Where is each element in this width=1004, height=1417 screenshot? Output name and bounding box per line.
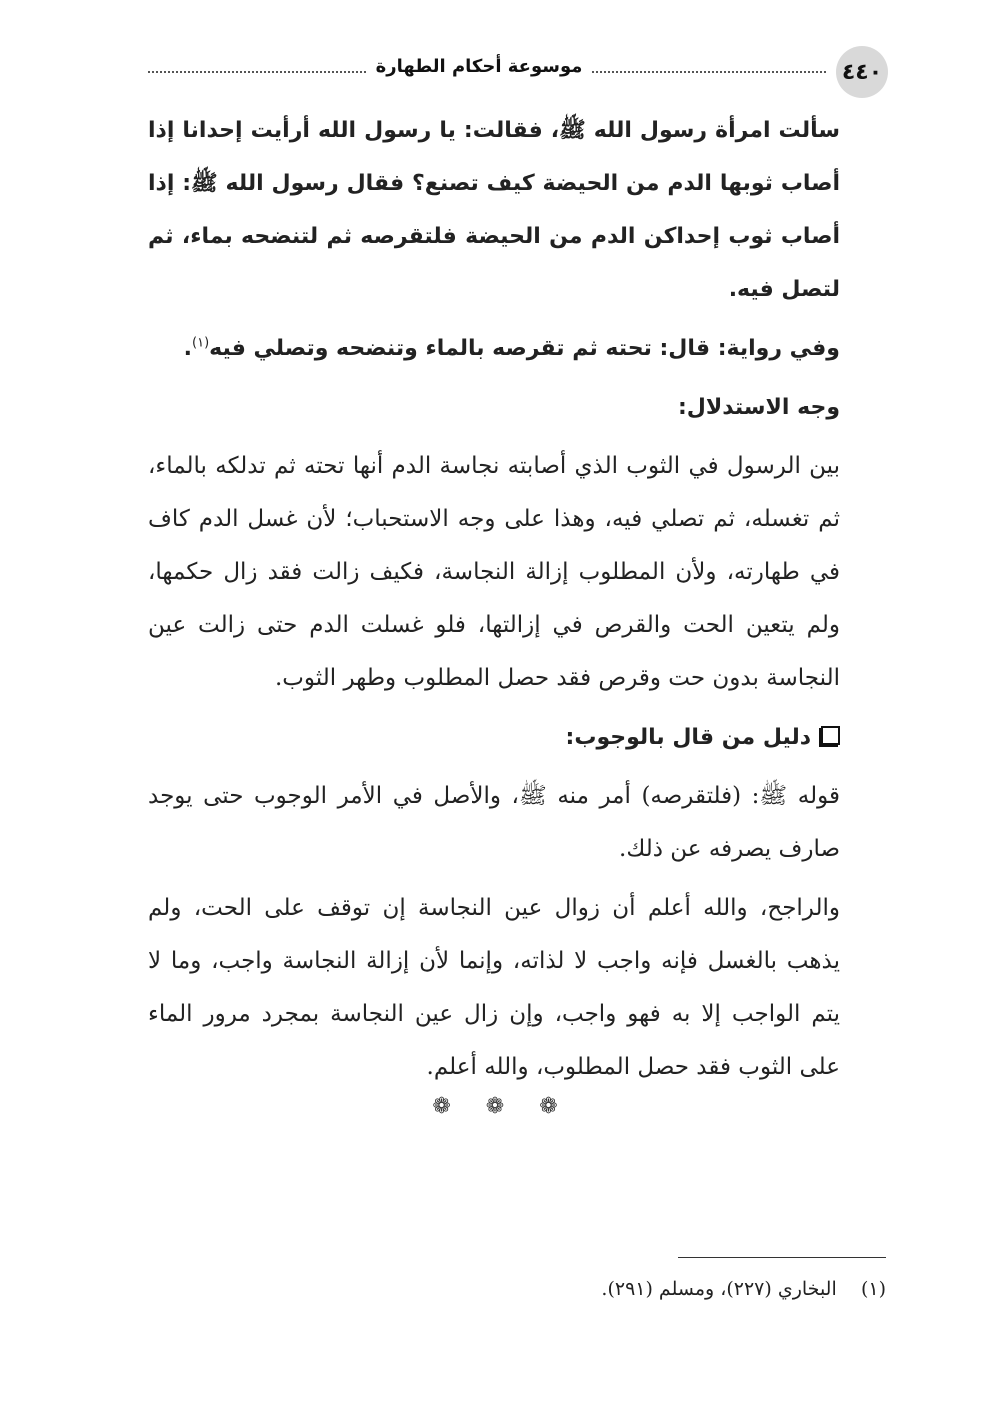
dalil-paragraph: قوله ﷺ: (فلتقرصه) أمر منه ﷺ، والأصل في الأمر الوجوب حتى يوجد صارف يصرفه عن ذلك. xyxy=(148,783,840,862)
running-header xyxy=(148,44,888,100)
dalil-heading xyxy=(148,711,840,764)
page-number: ٤٤٠ xyxy=(836,46,888,98)
footnote-number: (١) xyxy=(860,1278,886,1300)
wajh-paragraph: بين الرسول في الثوب الذي أصابته نجاسة الدم أنها تحته ثم تدلكه بالماء، ثم تغسله، ثم تصلي فيه، وهذا على وجه الاستحباب؛ لأن غسل الدم كاف في طهارته، ولأن المطلوب إزالة النجاسة، فكيف زالت فقد زال حكمها، ولم يتعين الحت والقرص في إزالتها، فلو غسلت الدم حتى زالت عين النجاسة بدون حت وقرص فقد حصل المطلوب وطهر الثوب. xyxy=(148,453,840,691)
page-body xyxy=(148,104,840,1094)
hadith-paragraph: سألت امرأة رسول الله ﷺ، فقالت: يا رسول الله أرأيت إحدانا إذا أصاب ثوبها الدم من الحيضة كيف تصنع؟ فقال رسول الله ﷺ: إذا أصاب ثوب إحداكن الدم من الحيضة فلتقرصه ثم لتنضحه بماء، ثم لتصل فيه. xyxy=(148,118,840,302)
header-dotted-rule-left xyxy=(148,71,366,73)
book-title: موسوعة أحكام الطهارة xyxy=(375,56,583,77)
footnote-separator xyxy=(678,1257,886,1258)
dalil-heading-text: دليل من قال بالوجوب: xyxy=(565,725,811,750)
footnote-ref: (١) xyxy=(192,335,210,351)
riwaya-text: وفي رواية: قال: تحته ثم تقرصه بالماء وتنضحه وتصلي فيه xyxy=(209,336,840,361)
footnote-text: البخاري (٢٢٧)، ومسلم (٢٩١). xyxy=(601,1278,837,1300)
footnote xyxy=(386,1274,886,1304)
section-ornaments: ❁ ❁ ❁ xyxy=(432,1094,572,1119)
riwaya-end: . xyxy=(183,336,192,361)
wajh-heading: وجه الاستدلال: xyxy=(677,395,840,420)
header-dotted-rule-right xyxy=(592,71,826,73)
riwaya-paragraph xyxy=(148,322,840,375)
checkbox-icon xyxy=(821,726,840,745)
rajih-paragraph: والراجح، والله أعلم أن زوال عين النجاسة إن توقف على الحت، ولم يذهب بالغسل فإنه واجب لا لذاته، وإنما لأن إزالة النجاسة واجب، وما لا يتم الواجب إلا به فهو واجب، وإن زال عين النجاسة بمجرد مرور الماء على الثوب فقد حصل المطلوب، والله أعلم. xyxy=(148,895,840,1080)
